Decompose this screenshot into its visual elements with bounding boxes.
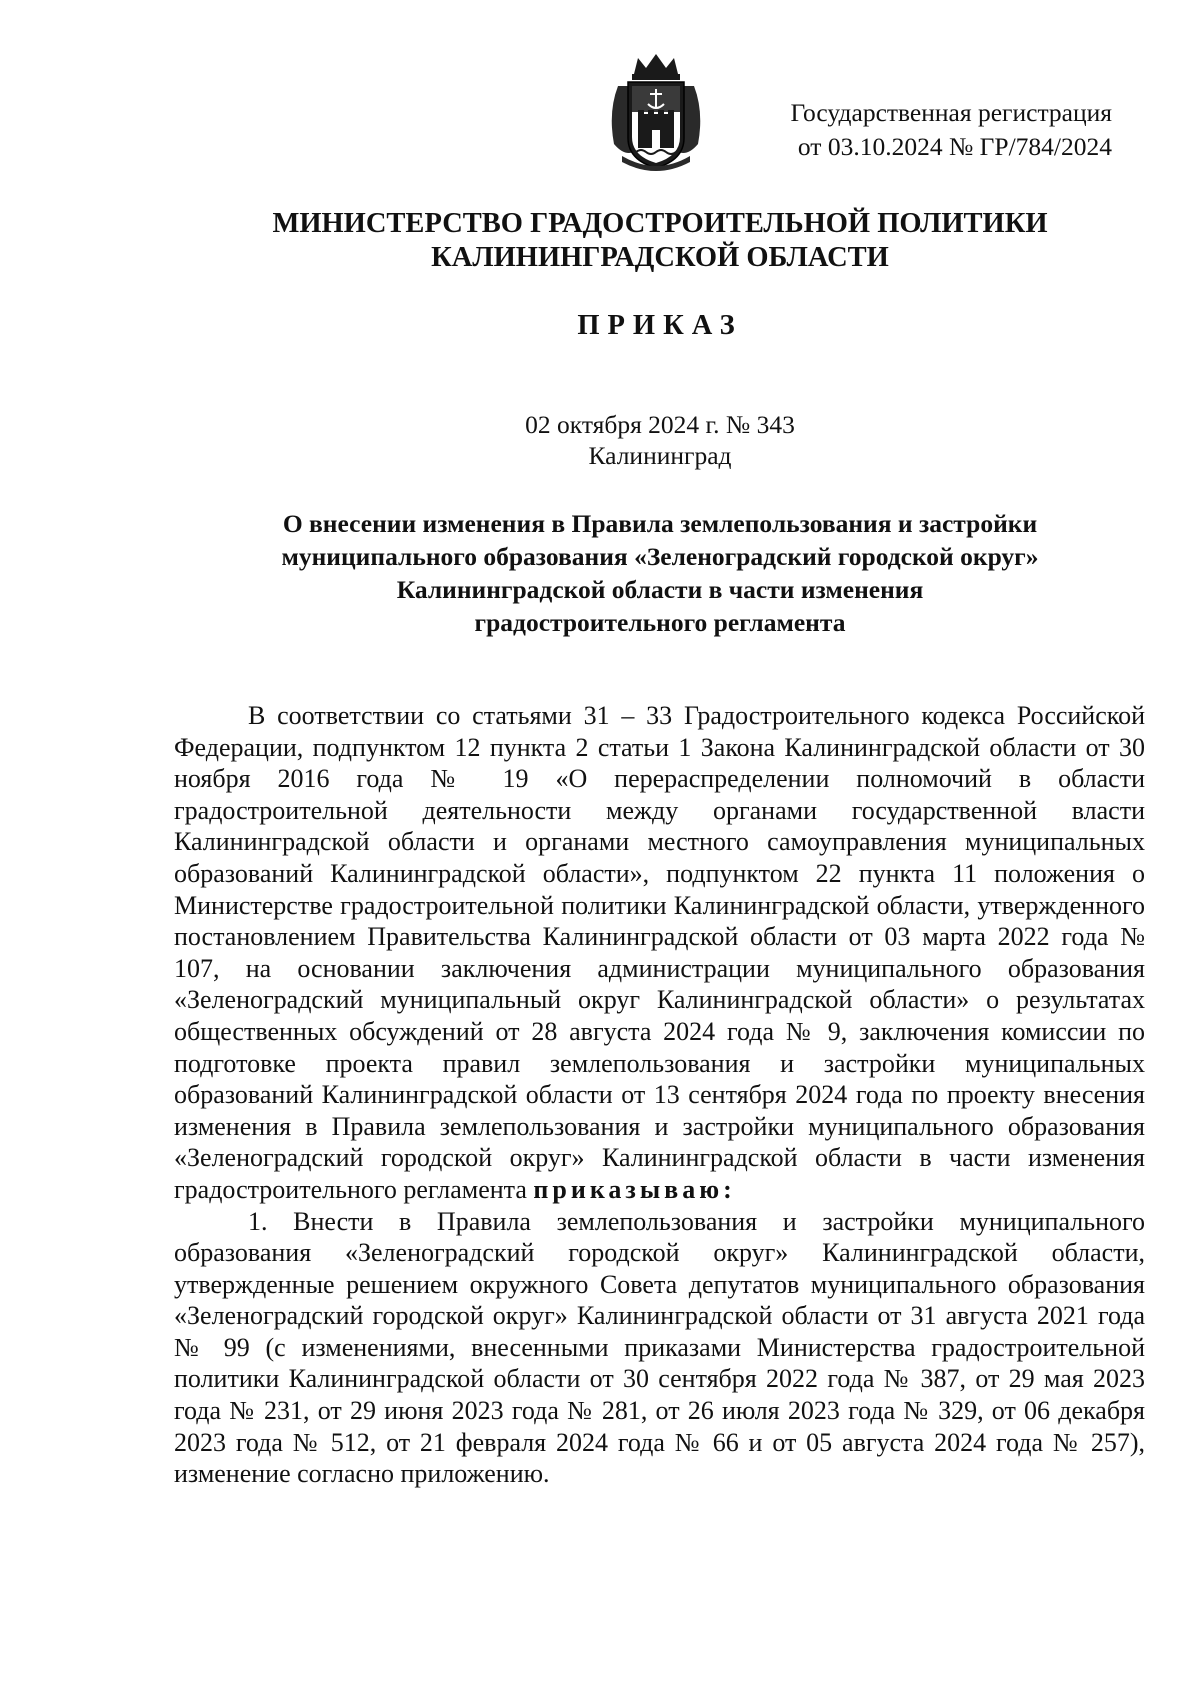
coat-of-arms-emblem — [604, 52, 708, 172]
subject-line-1: О внесении изменения в Правила землепользования и застройки — [282, 509, 1038, 538]
order-subject — [0, 507, 1200, 639]
registration-number: от 03.10.2024 № ГР/784/2024 — [797, 132, 1112, 161]
order-word: приказываю: — [533, 1174, 736, 1204]
registration-label: Государственная регистрация — [790, 98, 1112, 127]
subject-line-3: Калининградской области в части изменения — [396, 575, 924, 604]
item-1-paragraph: 1. Внести в Правила землепользования и застройки муниципального образования «Зеленоградский городской округ» Калининградской области, утвержденные решением окружного Совета депутатов муниципального образования «Зеленоградский городской округ» Калининградской области от 31 августа 2021 года № 99 (с изменениями, внесенными приказами Министерства градостроительной политики Калининградской области от 30 сентября 2022 года № 387, от 29 мая 2023 года № 231, от 29 июня 2023 года № 281, от 26 июля 2023 года № 329, от 06 декабря 2023 года № 512, от 21 февраля 2024 года № 66 и от 05 августа 2024 года № 257), изменение согласно приложению. — [174, 1206, 1145, 1489]
preamble-paragraph — [174, 700, 1145, 1206]
order-date-number: 02 октября 2024 г. № 343 — [525, 410, 795, 439]
subject-line-2: муниципального образования «Зеленоградский городской округ» — [281, 542, 1039, 571]
ministry-name-line-2: КАЛИНИНГРАДСКОЙ ОБЛАСТИ — [431, 242, 889, 273]
order-body — [174, 700, 1145, 1490]
preamble-text: В соответствии со статьями 31 – 33 Градостроительного кодекса Российской Федерации, подпунктом 12 пункта 2 статьи 1 Закона Калининградской области от 30 ноября 2016 года № 19 «О перераспределении полномочий в области градостроительной деятельности между органами государственной власти Калининградской области и органами местного самоуправления муниципальных образований Калининградской области», подпунктом 22 пункта 11 положения о Министерстве градостроительной политики Калининградской области, утвержденного постановлением Правительства Калининградской области от 03 марта 2022 года № 107, на основании заключения администрации муниципального образования «Зеленоградский муниципальный округ Калининградской области» о результатах общественных обсуждений от 28 августа 2024 года № 9, заключения комиссии по подготовке проекта правил землепользования и застройки муниципальных образований Калининградской области от 13 сентября 2024 года по проекту внесения изменения в Правила землепользования и застройки муниципального образования «Зеленоградский городской округ» Калининградской области в части изменения градостроительного регламента — [174, 701, 1145, 1204]
state-registration-block — [791, 96, 1112, 164]
ministry-heading — [0, 207, 1200, 275]
order-city: Калининград — [588, 441, 732, 470]
subject-line-4: градостроительного регламента — [474, 608, 846, 637]
order-title: ПРИКАЗ — [577, 310, 743, 341]
ministry-name-line-1: МИНИСТЕРСТВО ГРАДОСТРОИТЕЛЬНОЙ ПОЛИТИКИ — [272, 208, 1048, 239]
